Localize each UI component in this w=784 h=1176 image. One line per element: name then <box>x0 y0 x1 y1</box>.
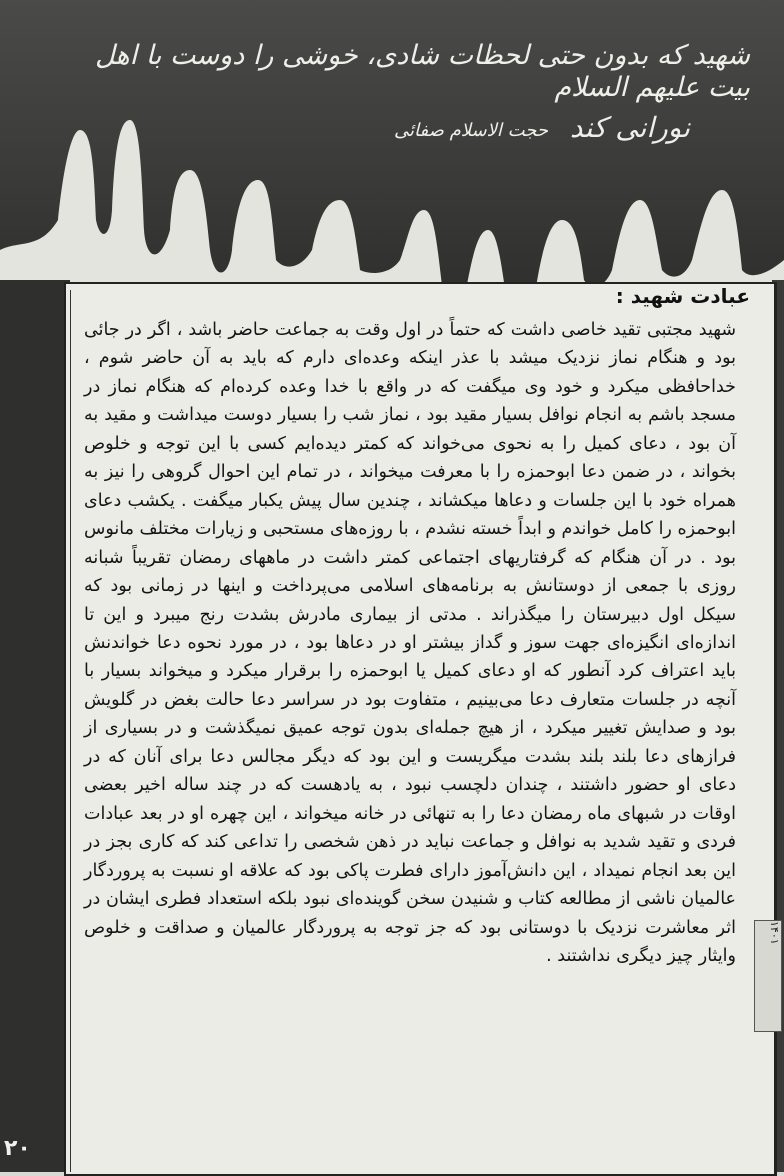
header-title-line2: نورانی کند <box>569 110 690 144</box>
section-heading: عبادت شهید : <box>615 284 750 308</box>
frame-rule <box>70 290 71 1172</box>
article-body: شهید مجتبی تقید خاصی داشت که حتماً در اول وقت به جماعت حاضر باشد ، اگر در جائی بود و هنگام نماز نزدیک میشد با عذر اینکه وعده‌ای دارم که باید به آن حاضر شوم ، خداحافظی میکرد و خود وی میگفت که در واقع با خدا وعده کرده‌ام که هنگام نماز در مسجد باشم به انجام نوافل بسیار مقید بود ، نماز شب را بسیار دوست میداشت و مقید به آن بود ، دعای کمیل را به نحوی می‌خواند که کمتر دیده‌ایم کسی با این توجه و خلوص بخواند ، در ضمن دعا ابوحمزه را با معرفت میخواند ، در تمام این احوال گروهی را نیز به همراه خود با این جلسات و دعاها میکشاند ، چندین سال پیش یکبار میگفت . یکشب دعای ابوحمزه را کامل خواندم و ابداً خسته نشدم ، با روزه‌های مستحبی و زیارات مختلف مانوس بود . در آن هنگام که گرفتاریهای اجتماعی کمتر داشت در ماههای رمضان تقریباً شبانه روزی با جمعی از دوستانش به برنامه‌های اسلامی می‌پرداخت و اینها در زمانی بود که سیکل اول دبیرستان را میگذراند . مدتی از بیماری مادرش بشدت رنج میبرد و این تا اندازه‌ای انگیزه‌ای جهت سوز و گداز بیشتر او در دعاها بود ، در مورد نحوه دعا خواندنش باید اعتراف کرد آنطور که او دعای کمیل یا ابوحمزه را برقرار میکرد و میخواند بسیار با آنچه در جلسات متعارف دعا می‌بینیم ، متفاوت بود در سراسر دعا حالت بغض در گلویش بود و صدایش تغییر میکرد ، از هیچ جمله‌ای بدون توجه عمیق نمیگذشت و در بسیاری از فرازهای دعا بلند بلند بشدت میگریست و این بود که دیگر مجالس دعا برای آنان که در دعای او حضور داشتند ، چندان دلچسب نبود ، به یادهست که در چند ساله اخیر بعضی اوقات در شبهای ماه رمضان دعا را به تنهائی در خانه میخواند ، این چهره او در بعد عبادات فردی و تقید شدید به نوافل و جماعت نباید در ذهن شخصی را تداعی کند که کاری بجز در این بعد انجام نمیداد ، این دانش‌آموز دارای فطرت پاکی بود که علاقه او نسبت به پروردگار عالمیان ناشی از مطالعه کتاب و شنیدن سخن گوینده‌ای نبود بلکه استعداد فطری ایشان در اثر معاشرت نزدیک با دوستانی بود که جز توجه به پروردگار عالمیان و صداقت و خلوص وایثار چیز دیگری نداشتند . <box>84 320 736 966</box>
left-dark-margin <box>0 280 70 1172</box>
header-author: حجت الاسلام صفائی <box>394 120 548 141</box>
header-title-line1: شهید که بدون حتی لحظات شادی، خوشی را دوست با اهل بیت علیهم السلام <box>94 40 750 104</box>
side-stamp: ۱۴۰۱ <box>754 920 782 1032</box>
page-number: ۲۰ <box>4 1136 31 1161</box>
